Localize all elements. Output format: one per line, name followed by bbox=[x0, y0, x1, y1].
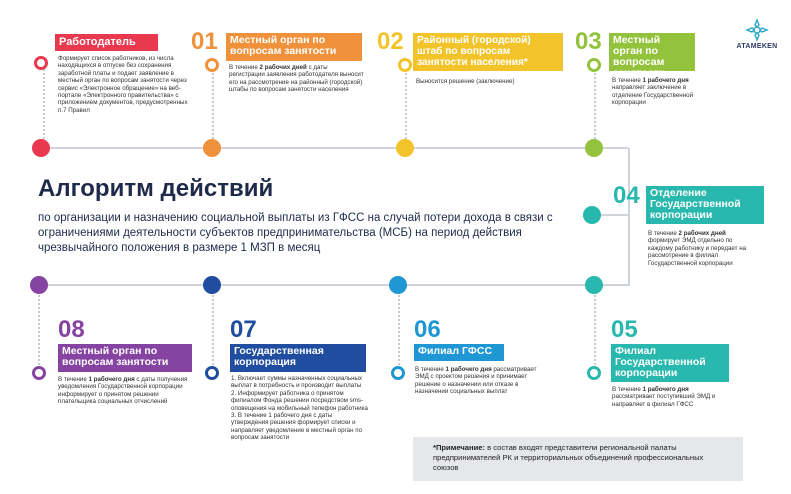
step-05-heading: Филиал Государственной корпорации bbox=[611, 344, 729, 382]
step-07-list bbox=[231, 375, 371, 442]
step-06-text bbox=[415, 366, 539, 396]
step-04-number: 04 bbox=[613, 182, 640, 209]
ataMeken-emblem-icon bbox=[745, 18, 769, 42]
step-02-text: Выносится решение (заключение) bbox=[416, 78, 515, 85]
connector-start bbox=[43, 62, 45, 142]
footnote-text: в состав входят представители региональной палаты предпринимателей РК и территориальных объединений профессиональных союзов bbox=[433, 443, 704, 472]
dot-01-main bbox=[203, 139, 221, 157]
step-03-number: 03 bbox=[575, 28, 602, 55]
dot-02-main bbox=[396, 139, 414, 157]
brand-name: ATAMEKEN bbox=[736, 43, 778, 50]
employer-heading: Работодатель bbox=[55, 34, 158, 51]
connector-07 bbox=[212, 292, 214, 372]
step-07-item-2: 2. Информирует работника о принятом филиалом Фонда решении посредством sms-оповещения на мобильный телефон работника bbox=[231, 389, 368, 412]
step-01-text-bold: 2 рабочих дней bbox=[259, 64, 307, 71]
step-01-heading: Местный орган по вопросам занятости bbox=[226, 33, 362, 61]
step-08-text-post: с даты получения уведомления Государственной корпорации информирует о принятом решении плательщика социальных отчислений bbox=[58, 376, 188, 406]
step-06-heading: Филиал ГФСС bbox=[414, 344, 504, 361]
footnote-label: *Примечание: bbox=[433, 443, 486, 452]
dot-04 bbox=[583, 206, 601, 224]
step-08-text-pre: В течение bbox=[58, 376, 89, 383]
step-06-text-post: рассматривает ЭМД с проектом решения и принимает решение о назначении или отказе в назначении социальных выплат bbox=[415, 366, 537, 396]
dot-05-main bbox=[585, 276, 603, 294]
step-04-heading: Отделение Государственной корпорации bbox=[646, 186, 764, 224]
step-07-item-1: 1. Включает суммы назначенных социальных выплат в потребность и производит выплаты bbox=[231, 375, 363, 390]
step-01-number: 01 bbox=[191, 28, 218, 55]
dot-03-top bbox=[587, 58, 601, 72]
step-03-text-post: направляет заключение в отделение Государственной корпорации bbox=[612, 84, 694, 107]
connector-06 bbox=[398, 292, 400, 372]
dot-start bbox=[34, 56, 48, 70]
step-08-text-bold: 1 рабочего дня bbox=[88, 376, 135, 383]
dot-start-main bbox=[32, 139, 50, 157]
dot-08-bottom bbox=[32, 366, 46, 380]
connector-05 bbox=[594, 292, 596, 372]
step-07-number: 07 bbox=[230, 316, 257, 343]
dot-06-main bbox=[389, 276, 407, 294]
step-08-number: 08 bbox=[58, 316, 85, 343]
dot-05-bottom bbox=[587, 366, 601, 380]
step-01-text-post: с даты регистрации заявления работодателя выносит его на рассмотрение на районный (городской) штабы по вопросам занятости населения bbox=[229, 64, 364, 94]
step-07-item-3: 3. В течение 1 рабочего дня с даты утверждения решения формирует списки и направляет уведомление в местный орган по вопросам занятости bbox=[231, 412, 363, 442]
step-07-heading: Государственная корпорация bbox=[230, 344, 366, 372]
step-02-number: 02 bbox=[377, 28, 404, 55]
step-05-text-post: рассматривает поступивший ЭМД и направляет в филиал ГФСС bbox=[612, 393, 716, 408]
timeline-top bbox=[38, 147, 628, 149]
dot-08-main bbox=[30, 276, 48, 294]
timeline-right-vertical bbox=[628, 148, 630, 286]
step-06-number: 06 bbox=[414, 316, 441, 343]
step-01-text bbox=[229, 64, 364, 94]
brand-logo bbox=[732, 18, 782, 50]
step-01-text-pre: В течение bbox=[229, 64, 260, 71]
step-03-text-bold: 1 рабочего дня bbox=[642, 77, 689, 84]
step-06-text-pre: В течение bbox=[415, 366, 446, 373]
employer-text: Формирует список работников, из числа находящихся в отпуске без сохранения заработной платы и подает заявление в местный орган по вопросам занятости через сервис «Электронное обращение» на веб-портале «Электронного правительства» с приложением документов, предусмотренных п.7 Правил bbox=[58, 55, 188, 114]
step-02-heading: Районный (городской) штаб по вопросам занятости населения* bbox=[413, 33, 563, 71]
dot-07-bottom bbox=[205, 366, 219, 380]
step-06-text-bold: 1 рабочего дня bbox=[445, 366, 492, 373]
page-subtitle: по организации и назначению социальной выплаты из ГФСС на случай потери дохода в связи с ограничениями деятельности субъектов предпринимательства (МСБ) на период действия чрезвычайного положения в размере 1 МЗП в месяц bbox=[38, 212, 553, 254]
dot-03-main bbox=[585, 139, 603, 157]
step-05-text-pre: В течение bbox=[612, 386, 643, 393]
connector-03 bbox=[594, 62, 596, 142]
step-03-text-pre: В течение bbox=[612, 77, 643, 84]
step-05-text-bold: 1 рабочего дня bbox=[642, 386, 689, 393]
step-04-text-post: формирует ЭМД отдельно по каждому работнику и передает на рассмотрение в филиал Государственной корпорации bbox=[648, 237, 747, 267]
dot-07-main bbox=[203, 276, 221, 294]
step-05-number: 05 bbox=[611, 316, 638, 343]
step-04-text-pre: В течение bbox=[648, 230, 679, 237]
connector-02 bbox=[405, 62, 407, 142]
dot-06-bottom bbox=[391, 366, 405, 380]
dot-01-top bbox=[205, 58, 219, 72]
step-05-text bbox=[612, 386, 730, 408]
page-title: Алгоритм действий bbox=[38, 175, 274, 202]
step-03-text bbox=[612, 77, 712, 107]
connector-08 bbox=[38, 292, 40, 372]
step-08-text bbox=[58, 376, 198, 406]
timeline-bottom bbox=[38, 284, 630, 286]
step-04-text-bold: 2 рабочих дней bbox=[678, 230, 726, 237]
step-04-text bbox=[648, 230, 758, 267]
step-08-heading: Местный орган по вопросам занятости bbox=[58, 344, 192, 372]
footnote-box bbox=[413, 437, 743, 481]
step-03-heading: Местный орган по вопросам занятости bbox=[609, 33, 695, 71]
connector-01 bbox=[212, 62, 214, 142]
dot-02-top bbox=[398, 58, 412, 72]
